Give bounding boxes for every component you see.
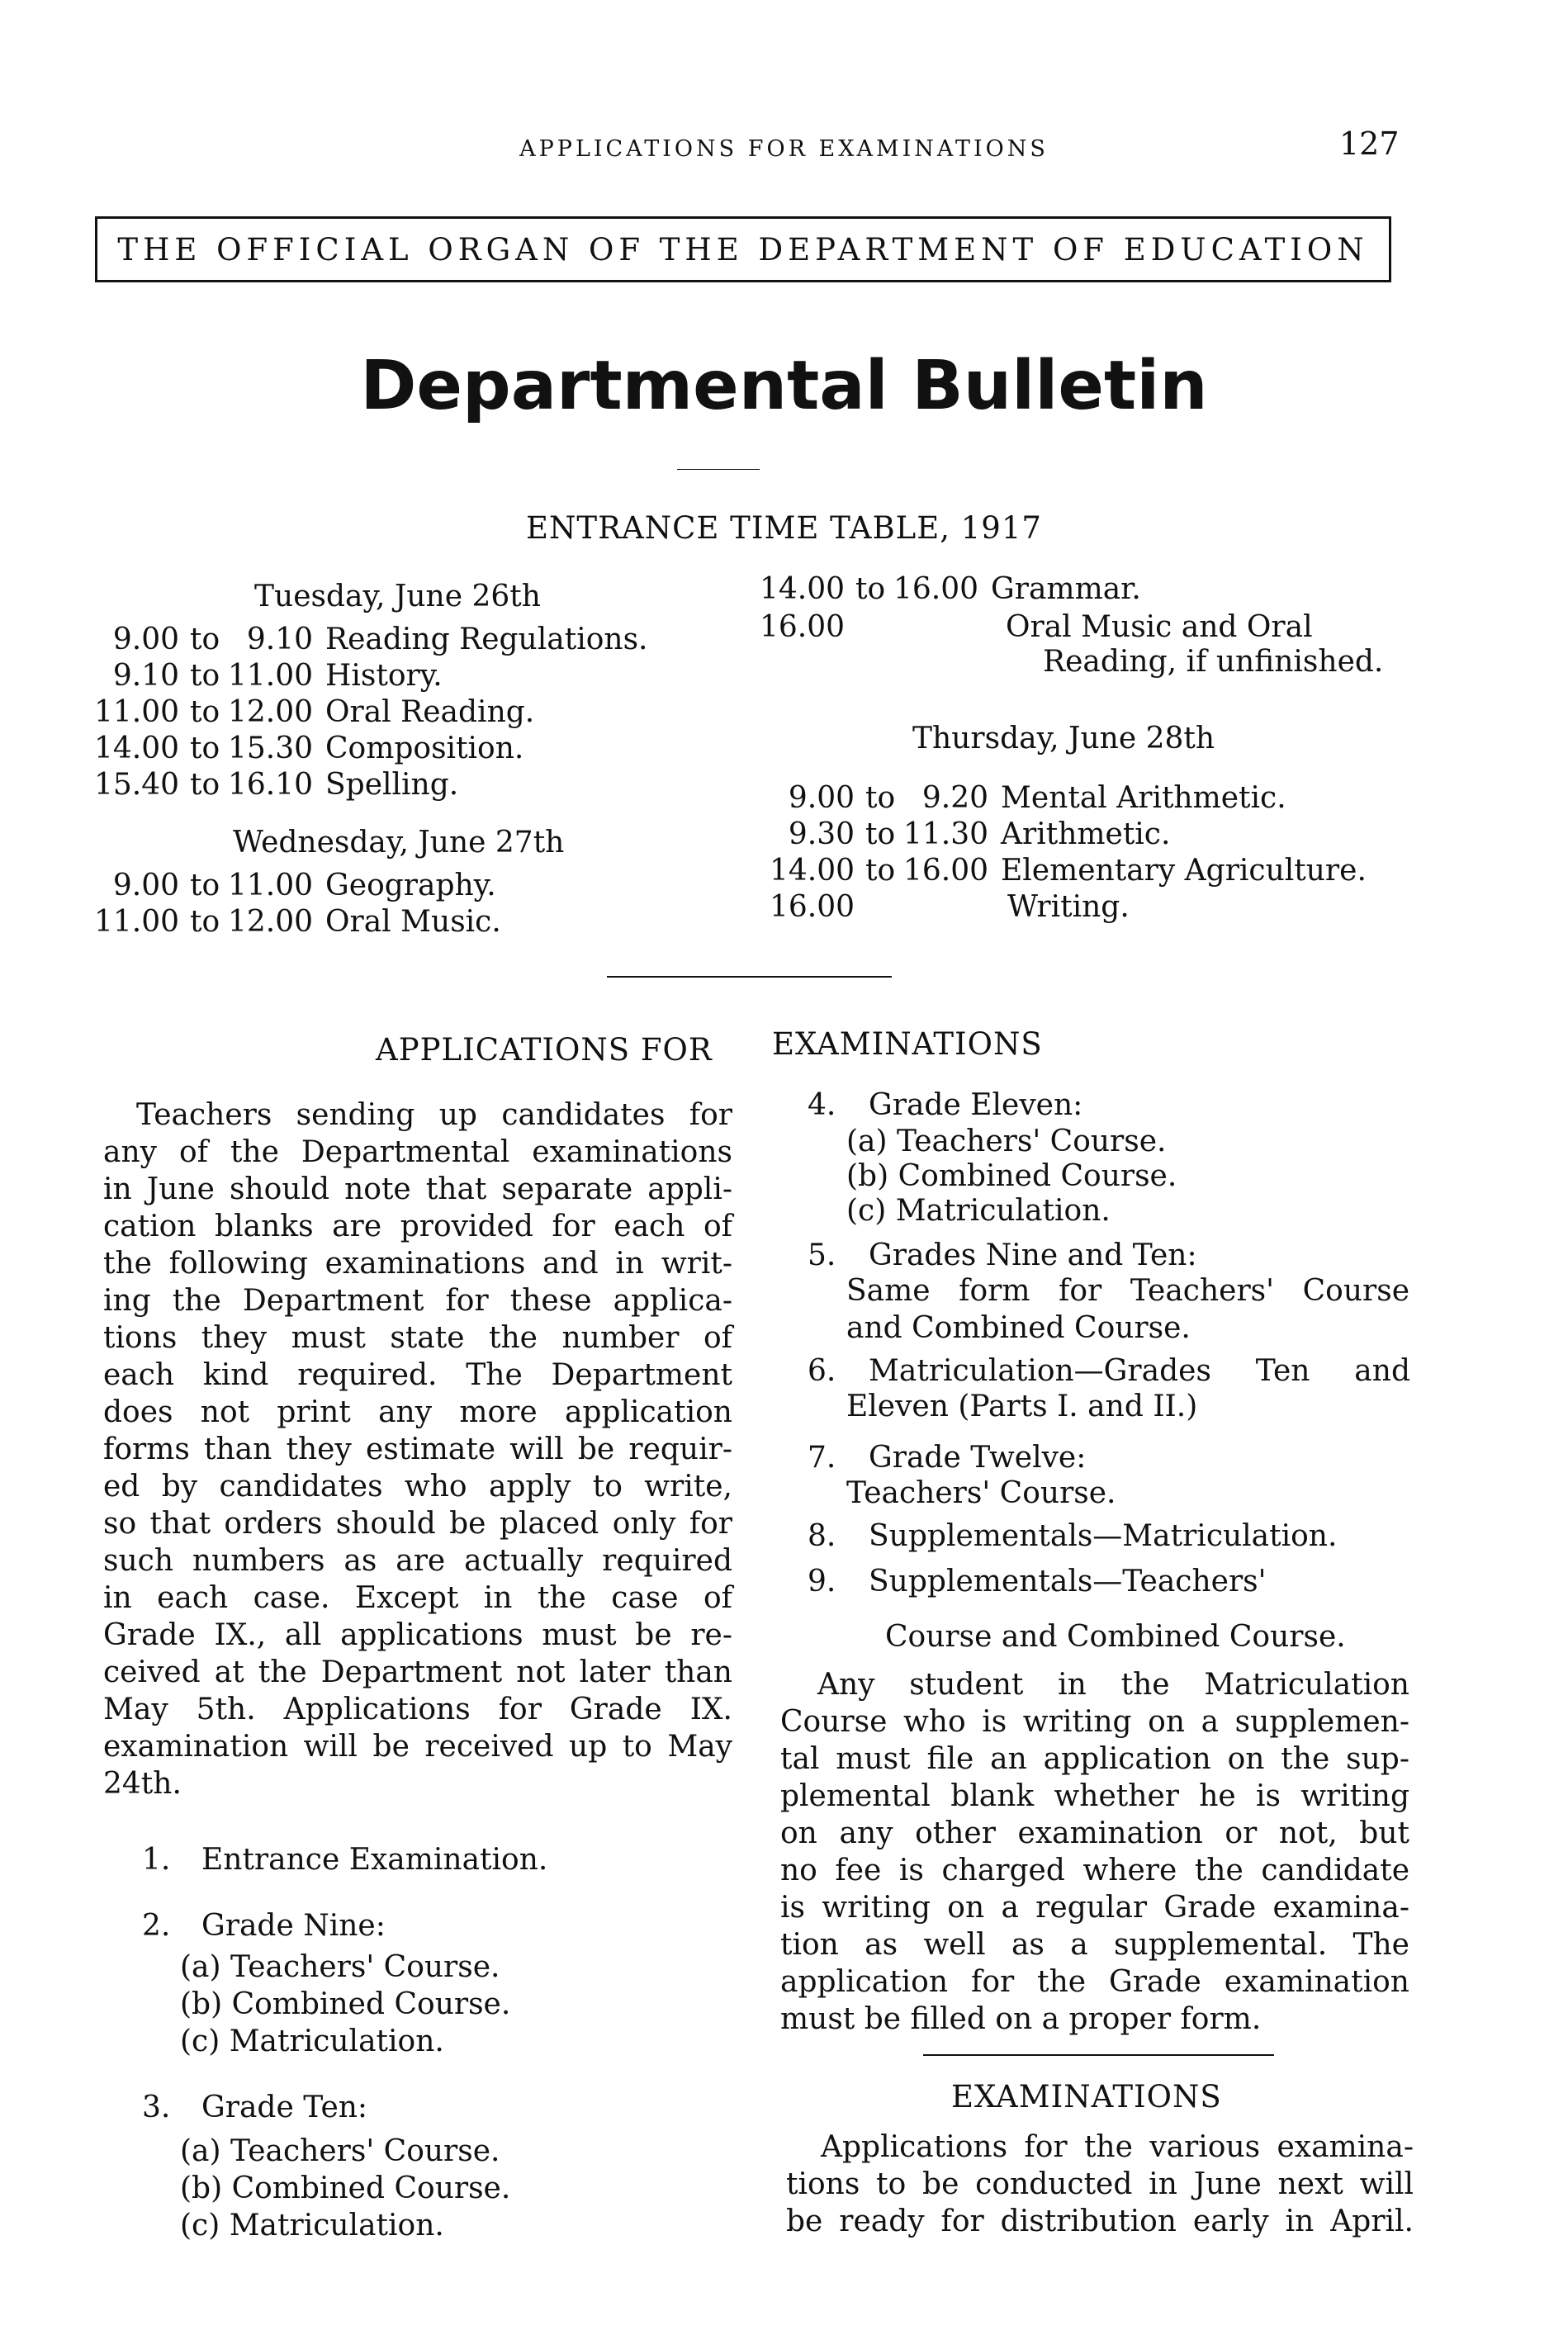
end-time: 11.30 bbox=[902, 817, 988, 851]
list-number: 9. bbox=[808, 1565, 836, 1598]
end-time: 11.00 bbox=[227, 659, 313, 693]
list-subitem: (c) Matriculation. bbox=[180, 2209, 444, 2242]
subject: Composition. bbox=[325, 732, 524, 765]
text-line: tal must file an application on the sup- bbox=[780, 1742, 1409, 1776]
list-title: Supplementals—Teachers' bbox=[869, 1565, 1267, 1598]
start-time: 9.00 bbox=[112, 623, 179, 656]
section-divider bbox=[923, 2054, 1274, 2056]
text-line: any of the Departmental examinations bbox=[103, 1135, 732, 1169]
to-word: to bbox=[190, 768, 220, 802]
list-number: 4. bbox=[808, 1088, 836, 1122]
text-line: must be filled on a proper form. bbox=[780, 2002, 1262, 2036]
timetable-heading: ENTRANCE TIME TABLE, 1917 bbox=[526, 510, 1042, 546]
examinations-heading: EXAMINATIONS bbox=[951, 2079, 1222, 2115]
subject: Elementary Agriculture. bbox=[1001, 854, 1367, 888]
list-subitem: (b) Combined Course. bbox=[180, 1987, 511, 2021]
start-time: 16.00 bbox=[769, 890, 855, 924]
organ-banner bbox=[95, 216, 1391, 282]
title-divider bbox=[677, 469, 760, 470]
to-word: to bbox=[190, 869, 220, 902]
subject: Spelling. bbox=[325, 768, 459, 802]
text-line: in each case. Except in the case of bbox=[103, 1581, 732, 1615]
page-number: 127 bbox=[1339, 125, 1400, 162]
list-subitem: (b) Combined Course. bbox=[180, 2171, 511, 2205]
text-line: each kind required. The Department bbox=[103, 1358, 732, 1392]
text-line: 24th. bbox=[103, 1767, 182, 1801]
day-heading-thursday: Thursday, June 28th bbox=[912, 722, 1215, 755]
subject: Grammar. bbox=[991, 572, 1141, 606]
day-heading-wednesday: Wednesday, June 27th bbox=[233, 826, 565, 860]
organ-line: THE OFFICIAL ORGAN OF THE DEPARTMENT OF EDUCATION bbox=[117, 231, 1369, 268]
end-time: 9.20 bbox=[921, 781, 988, 815]
subject: Oral Music. bbox=[325, 905, 501, 939]
list-item-4 bbox=[808, 1088, 1083, 1125]
text-line: no fee is charged where the candidate bbox=[780, 1854, 1409, 1887]
start-time: 15.40 bbox=[93, 768, 179, 802]
to-word: to bbox=[190, 659, 220, 693]
list-item-7 bbox=[808, 1441, 1087, 1478]
end-time: 12.00 bbox=[227, 905, 313, 939]
applications-intro bbox=[103, 1096, 732, 1802]
text-line: cation blanks are provided for each of bbox=[103, 1210, 732, 1243]
list-item-5 bbox=[808, 1238, 1197, 1276]
to-word: to bbox=[190, 623, 220, 656]
start-time: 14.00 bbox=[93, 732, 179, 765]
list-subitem: Same form for Teachers' Course bbox=[846, 1274, 1409, 1308]
subject: Writing. bbox=[1007, 890, 1130, 924]
text-line: application for the Grade examination bbox=[780, 1965, 1409, 1999]
list-subitem: and Combined Course. bbox=[846, 1311, 1191, 1345]
list-title: Grades Nine and Ten: bbox=[869, 1238, 1197, 1272]
start-time: 9.30 bbox=[788, 817, 855, 851]
applications-heading-left: APPLICATIONS FOR bbox=[376, 1032, 713, 1068]
list-title: Grade Nine: bbox=[201, 1909, 386, 1943]
section-divider bbox=[607, 976, 892, 978]
to-word: to bbox=[865, 817, 896, 851]
text-line: examination will be received up to May bbox=[103, 1730, 732, 1764]
list-subitem: (b) Combined Course. bbox=[846, 1159, 1177, 1193]
start-time: 14.00 bbox=[769, 854, 855, 888]
to-word: to bbox=[190, 695, 220, 729]
list-item-8 bbox=[808, 1519, 1338, 1556]
text-line: tions they must state the number of bbox=[103, 1321, 732, 1355]
start-time: 16.00 bbox=[759, 610, 845, 644]
to-word: to bbox=[855, 572, 886, 606]
text-line: Grade IX., all applications must be re- bbox=[103, 1618, 732, 1652]
text-line: tions to be conducted in June next will bbox=[786, 2167, 1414, 2201]
text-line: May 5th. Applications for Grade IX. bbox=[103, 1693, 732, 1726]
list-title: Supplementals—Matriculation. bbox=[869, 1519, 1338, 1553]
list-item-1 bbox=[142, 1843, 548, 1880]
bulletin-title: Departmental Bulletin bbox=[360, 347, 1208, 425]
supplemental-paragraph bbox=[780, 1666, 1409, 2038]
list-title: Grade Twelve: bbox=[869, 1441, 1087, 1475]
list-subitem: Course and Combined Course. bbox=[885, 1620, 1346, 1654]
text-line: Teachers sending up candidates for bbox=[136, 1098, 732, 1132]
end-time: 9.10 bbox=[246, 623, 313, 656]
start-time: 11.00 bbox=[93, 905, 179, 939]
text-line: forms than they estimate will be requir- bbox=[103, 1433, 732, 1466]
list-subitem: Eleven (Parts I. and II.) bbox=[846, 1390, 1198, 1423]
list-number: 6. bbox=[808, 1354, 836, 1388]
text-line: Any student in the Matriculation bbox=[817, 1668, 1409, 1702]
list-subitem: (a) Teachers' Course. bbox=[180, 2134, 500, 2168]
text-line: ceived at the Department not later than bbox=[103, 1655, 732, 1689]
list-item-9 bbox=[808, 1565, 1267, 1602]
text-line: Course who is writing on a supplemen- bbox=[780, 1705, 1409, 1739]
text-line: does not print any more application bbox=[103, 1395, 732, 1429]
to-word: to bbox=[865, 854, 896, 888]
subject: Mental Arithmetic. bbox=[1001, 781, 1286, 815]
list-number: 8. bbox=[808, 1519, 836, 1553]
text-line: the following examinations and in writ- bbox=[103, 1247, 732, 1281]
applications-heading-right: EXAMINATIONS bbox=[772, 1026, 1043, 1062]
end-time: 12.00 bbox=[227, 695, 313, 729]
list-subitem: (a) Teachers' Course. bbox=[180, 1950, 500, 1984]
text-line: be ready for distribution early in April. bbox=[786, 2205, 1414, 2238]
day-heading-tuesday: Tuesday, June 26th bbox=[254, 580, 541, 613]
start-time: 9.10 bbox=[112, 659, 179, 693]
list-number: 7. bbox=[808, 1441, 836, 1475]
subject: Geography. bbox=[325, 869, 496, 902]
end-time: 16.00 bbox=[893, 572, 978, 606]
list-title: Matriculation—Grades Ten and bbox=[869, 1354, 1410, 1388]
subject: Oral Music and Oral bbox=[1006, 610, 1313, 644]
start-time: 14.00 bbox=[759, 572, 845, 606]
running-title: APPLICATIONS FOR EXAMINATIONS bbox=[519, 136, 1049, 162]
text-line: on any other examination or not, but bbox=[780, 1816, 1409, 1850]
subject: History. bbox=[325, 659, 443, 693]
list-item-6 bbox=[808, 1354, 1410, 1391]
text-line: such numbers as are actually required bbox=[103, 1544, 732, 1578]
subject: Arithmetic. bbox=[1001, 817, 1171, 851]
list-number: 2. bbox=[142, 1909, 171, 1943]
end-time: 15.30 bbox=[227, 732, 313, 765]
examinations-paragraph bbox=[786, 2129, 1414, 2240]
text-line: ing the Department for these applica- bbox=[103, 1284, 732, 1318]
start-time: 11.00 bbox=[93, 695, 179, 729]
list-title: Entrance Examination. bbox=[201, 1843, 548, 1877]
text-line: so that orders should be placed only for bbox=[103, 1507, 732, 1541]
end-time: 16.10 bbox=[227, 768, 313, 802]
text-line: is writing on a regular Grade examina- bbox=[780, 1891, 1409, 1925]
to-word: to bbox=[190, 732, 220, 765]
list-number: 3. bbox=[142, 2091, 171, 2124]
subject: Oral Reading. bbox=[325, 695, 535, 729]
list-item-2 bbox=[142, 1909, 386, 1946]
list-subitem: (a) Teachers' Course. bbox=[846, 1125, 1167, 1158]
start-time: 9.00 bbox=[112, 869, 179, 902]
text-line: ed by candidates who apply to write, bbox=[103, 1470, 732, 1504]
end-time: 11.00 bbox=[227, 869, 313, 902]
subject-continuation: Reading, if unfinished. bbox=[1043, 645, 1384, 679]
text-line: plemental blank whether he is writing bbox=[780, 1779, 1409, 1813]
list-title: Grade Eleven: bbox=[869, 1088, 1083, 1122]
list-number: 5. bbox=[808, 1238, 836, 1272]
to-word: to bbox=[865, 781, 896, 815]
text-line: Applications for the various examina- bbox=[821, 2130, 1414, 2164]
end-time: 16.00 bbox=[902, 854, 988, 888]
list-subitem: Teachers' Course. bbox=[846, 1476, 1116, 1510]
list-subitem: (c) Matriculation. bbox=[180, 2025, 444, 2058]
list-number: 1. bbox=[142, 1843, 171, 1877]
subject: Reading Regulations. bbox=[325, 623, 648, 656]
text-line: tion as well as a supplemental. The bbox=[780, 1928, 1409, 1962]
list-subitem: (c) Matriculation. bbox=[846, 1194, 1111, 1228]
list-title: Grade Ten: bbox=[201, 2091, 368, 2124]
list-item-3 bbox=[142, 2091, 368, 2128]
start-time: 9.00 bbox=[788, 781, 855, 815]
to-word: to bbox=[190, 905, 220, 939]
text-line: in June should note that separate appli- bbox=[103, 1172, 732, 1206]
